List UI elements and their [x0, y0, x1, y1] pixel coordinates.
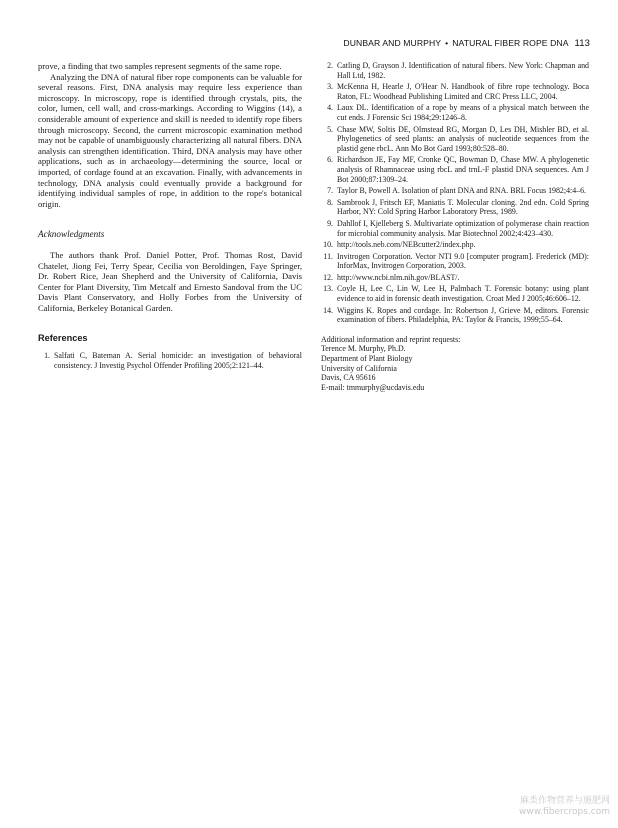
reference-number: 12. — [323, 272, 333, 282]
reference-text: Invitrogen Corporation. Vector NTI 9.0 [computer program]. Frederick (MD): InforMax, Invitrogen Corporation, 2003. — [337, 251, 589, 271]
left-column — [38, 61, 302, 372]
reference-text: Taylor B, Powell A. Isolation of plant DNA and RNA. BRL Focus 1982;4:4–6. — [337, 186, 587, 196]
contact-city: Davis, CA 95616 — [321, 373, 376, 383]
body-paragraph-continued: prove, a finding that two samples represent segments of the same rope. — [38, 61, 282, 71]
contact-name: Terence M. Murphy, Ph.D. — [321, 344, 406, 354]
contact-department: Department of Plant Biology — [321, 354, 413, 364]
acknowledgments-text: The authors thank Prof. Daniel Potter, Prof. Thomas Rost, David Chatelet, Jiong Fei, Terry Spear, Cecilia von Beroldingen, Faye Springer, Dr. Robert Rice, Jean Shepherd and the University of California, Davis Center for Plant Diversity, Tim Metcalf and Ernesto Sandoval from the UC Davis Plant Conservatory, and Holly Forbes from the University of California, Berkeley Botanical Garden. — [38, 249, 302, 313]
reference-number: 1. — [44, 351, 50, 361]
reference-item — [321, 125, 589, 154]
reference-text: Coyle H, Lee C, Lin W, Lee H, Palmbach T. Forensic botany: using plant evidence to aid in forensic death investigation. Croat Med J 2005;46:606–12. — [337, 284, 589, 304]
contact-university: University of California — [321, 363, 397, 373]
reference-item — [38, 351, 302, 370]
reference-item — [321, 252, 589, 271]
reference-number: 5. — [327, 124, 333, 134]
reference-item — [321, 186, 589, 196]
page-number: 113 — [574, 38, 590, 49]
reference-item — [321, 198, 589, 217]
reference-item — [321, 273, 589, 283]
reference-text: Catling D, Grayson J. Identification of natural fibers. New York: Chapman and Hall Ltd, 1982. — [337, 61, 589, 80]
reference-text: Wiggins K. Ropes and cordage. In: Robertson J, Grieve M, editors. Forensic examination of fibers. Philadelphia, PA: Taylor & Francis, 1999;55–64. — [337, 305, 589, 325]
running-header — [343, 38, 590, 49]
body-paragraph: Analyzing the DNA of natural fiber rope components can be valuable for several reasons. First, DNA analysis may require less experience than microscopy. In microscopy, rope is identified through crystals, pits, the color, lumen, cell wall, and cross-markings. According to Wiggins (14), a considerable amount of experience and skill is needed to identify rope fibers through microscopy. Second, the current microscopic examination method may not be capable of unambiguously characterizing all natural fibers. DNA analysis can strengthen identification. Third, DNA analysis may have other applications, such as in archaeology—determining the source, local or imported, of cordage found at an excavation. Finally, with advancements in technology, DNA analysis could eventually provide a background for identifying individual samples of rope, in addition to the rope's botanical origin. — [38, 71, 302, 209]
contact-intro: Additional information and reprint requests: — [321, 334, 461, 344]
reference-number: 10. — [323, 240, 333, 250]
reference-item — [321, 219, 589, 238]
reference-text: Sambrook J, Fritsch EF, Maniatis T. Molecular cloning. 2nd edn. Cold Spring Harbor, NY: Cold Spring Harbor Laboratory Press, 1989. — [337, 197, 589, 217]
acknowledgments-heading: Acknowledgments — [38, 229, 105, 240]
reference-item — [321, 284, 589, 303]
watermark — [519, 796, 610, 818]
reference-item — [321, 306, 589, 325]
reference-number: 9. — [327, 218, 333, 228]
reference-text: Richardson JE, Fay MF, Cronke QC, Bowman D, Chase MW. A phylogenetic analysis of Rhamnaceae using rbcL and trnL-F plastid DNA sequences. Am J Bot 2000;87:1309–24. — [337, 155, 589, 184]
contact-email: E-mail: tmmurphy@ucdavis.edu — [321, 382, 425, 392]
reference-text: McKenna H, Hearle J, O'Hear N. Handbook of fibre rope technology. Boca Raton, FL: Woodhead Publishing Limited and CRC Press LLC, 2004. — [337, 82, 589, 101]
header-journal-short: NATURAL FIBER ROPE DNA — [452, 38, 569, 48]
reference-text: Dahllof I, Kjelleberg S. Multivariate optimization of polymerase chain reaction for microbial community analysis. Mar Biotechnol 2002;4:423–430. — [337, 218, 589, 238]
reference-item — [321, 155, 589, 184]
reference-text: Laux DL. Identification of a rope by means of a physical match between the cut ends. J Forensic Sci 1984;29:1246–8. — [337, 103, 589, 122]
reference-text: http://tools.neb.com/NEBcutter2/index.php. — [337, 240, 476, 250]
watermark-url: www.fibercrops.com — [519, 807, 610, 817]
reference-item — [321, 61, 589, 80]
reference-list — [321, 61, 589, 325]
reference-number: 3. — [327, 82, 333, 92]
reference-item — [321, 103, 589, 122]
reference-text: Salfati C, Bateman A. Serial homicide: an investigation of behavioral consistency. J Investig Psychol Offender Profiling 2005;2:121–44. — [54, 351, 302, 370]
reference-number: 2. — [327, 61, 333, 70]
reference-item — [321, 82, 589, 101]
reference-number: 6. — [327, 155, 333, 165]
reference-text: http://www.ncbi.nlm.nih.gov/BLAST/. — [337, 272, 460, 282]
header-authors: DUNBAR AND MURPHY — [343, 38, 442, 48]
reference-item — [321, 240, 589, 250]
reference-number: 11. — [323, 251, 333, 261]
reference-number: 7. — [327, 186, 333, 196]
contact-block — [321, 335, 589, 393]
reference-text: Chase MW, Soltis DE, Olmstead RG, Morgan D, Les DH, Mishler BD, et al. Phylogenetics of seed plants: an analysis of nucleotide sequences from the plastid gene rbcL. Ann Mo Bot Gard 1993;80:528–80. — [337, 124, 589, 153]
header-separator: • — [445, 38, 449, 48]
reference-number: 13. — [323, 284, 333, 294]
reference-number: 8. — [327, 197, 333, 207]
references-heading: References — [38, 333, 88, 344]
right-column — [321, 61, 589, 392]
reference-number: 14. — [323, 305, 333, 315]
reference-number: 4. — [327, 103, 333, 113]
watermark-site-name: 麻类作物营养与施肥网 — [519, 796, 610, 806]
